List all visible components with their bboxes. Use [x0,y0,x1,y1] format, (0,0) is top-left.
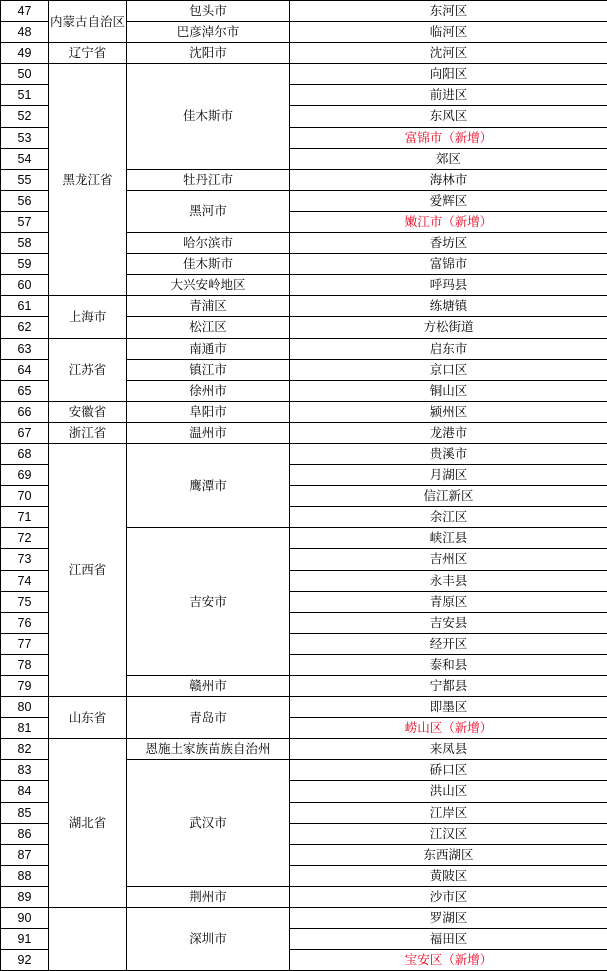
row-number: 60 [1,275,49,296]
province-cell: 湖北省 [49,739,127,908]
district-cell: 福田区 [290,929,607,950]
row-number: 81 [1,718,49,739]
district-cell: 黄陂区 [290,865,607,886]
province-cell: 江西省 [49,443,127,696]
row-number: 48 [1,22,49,43]
row-number: 83 [1,760,49,781]
row-number: 52 [1,106,49,127]
row-number: 57 [1,211,49,232]
row-number: 58 [1,233,49,254]
row-number: 61 [1,296,49,317]
district-cell: 洪山区 [290,781,607,802]
row-number: 80 [1,697,49,718]
district-cell: 郊区 [290,148,607,169]
row-number: 63 [1,338,49,359]
city-cell: 恩施土家族苗族自治州 [127,739,290,760]
district-cell: 东河区 [290,1,607,22]
row-number: 59 [1,254,49,275]
table-row [1,338,607,359]
new-badge: （新增） [442,131,492,145]
district-cell: 临河区 [290,22,607,43]
row-number: 74 [1,570,49,591]
city-cell: 南通市 [127,338,290,359]
row-number: 70 [1,486,49,507]
district-cell: 硚口区 [290,760,607,781]
district-cell: 京口区 [290,359,607,380]
district-cell: 江岸区 [290,802,607,823]
district-cell: 香坊区 [290,233,607,254]
row-number: 49 [1,43,49,64]
district-cell [290,950,607,971]
row-number: 77 [1,633,49,654]
city-cell: 武汉市 [127,760,290,887]
district-cell: 经开区 [290,633,607,654]
row-number: 85 [1,802,49,823]
province-cell: 内蒙古自治区 [49,1,127,43]
table-row [1,422,607,443]
table-body [1,1,607,971]
district-cell: 信江新区 [290,486,607,507]
city-cell: 松江区 [127,317,290,338]
row-number: 56 [1,190,49,211]
row-number: 55 [1,169,49,190]
province-cell: 浙江省 [49,422,127,443]
table-row [1,739,607,760]
new-badge: （新增） [442,953,492,967]
row-number: 89 [1,886,49,907]
row-number: 78 [1,654,49,675]
district-cell: 吉安县 [290,612,607,633]
row-number: 86 [1,823,49,844]
city-cell: 佳木斯市 [127,64,290,169]
district-cell [290,211,607,232]
city-cell: 牡丹江市 [127,169,290,190]
district-cell: 罗湖区 [290,908,607,929]
district-cell [290,127,607,148]
city-cell: 青浦区 [127,296,290,317]
table-row [1,401,607,422]
row-number: 62 [1,317,49,338]
city-cell: 阜阳市 [127,401,290,422]
city-cell: 吉安市 [127,528,290,676]
city-cell: 赣州市 [127,676,290,697]
district-cell [290,718,607,739]
row-number: 71 [1,507,49,528]
district-name-new: 富锦市 [405,128,443,148]
row-number: 64 [1,359,49,380]
province-cell: 辽宁省 [49,43,127,64]
row-number: 76 [1,612,49,633]
new-badge: （新增） [442,721,492,735]
table-row [1,697,607,718]
row-number: 82 [1,739,49,760]
district-name-new: 崂山区 [405,718,443,738]
province-cell [49,908,127,971]
district-cell: 宁都县 [290,676,607,697]
city-cell: 深圳市 [127,908,290,971]
city-cell: 荆州市 [127,886,290,907]
table-row [1,443,607,464]
district-cell: 富锦市 [290,254,607,275]
district-cell: 贵溪市 [290,443,607,464]
row-number: 51 [1,85,49,106]
district-cell: 青原区 [290,591,607,612]
row-number: 91 [1,929,49,950]
row-number: 88 [1,865,49,886]
table-row [1,43,607,64]
row-number: 53 [1,127,49,148]
row-number: 87 [1,844,49,865]
district-cell: 来凤县 [290,739,607,760]
row-number: 54 [1,148,49,169]
row-number: 75 [1,591,49,612]
row-number: 69 [1,465,49,486]
row-number: 90 [1,908,49,929]
district-cell: 东西湖区 [290,844,607,865]
district-cell: 吉州区 [290,549,607,570]
district-cell: 爱辉区 [290,190,607,211]
row-number: 79 [1,676,49,697]
province-cell: 黑龙江省 [49,64,127,296]
district-name-new: 嫩江市 [405,212,443,232]
city-cell: 沈阳市 [127,43,290,64]
city-cell: 鹰潭市 [127,443,290,527]
district-cell: 永丰县 [290,570,607,591]
province-cell: 安徽省 [49,401,127,422]
district-cell: 沙市区 [290,886,607,907]
table-row [1,908,607,929]
row-number: 73 [1,549,49,570]
city-cell: 包头市 [127,1,290,22]
district-cell: 泰和县 [290,654,607,675]
row-number: 65 [1,380,49,401]
city-cell: 徐州市 [127,380,290,401]
district-cell: 启东市 [290,338,607,359]
table-row [1,296,607,317]
city-cell: 佳木斯市 [127,254,290,275]
district-cell: 前进区 [290,85,607,106]
city-cell: 温州市 [127,422,290,443]
district-name-new: 宝安区 [405,950,443,970]
district-cell: 海林市 [290,169,607,190]
province-cell: 上海市 [49,296,127,338]
row-number: 92 [1,950,49,971]
district-cell: 江汉区 [290,823,607,844]
row-number: 72 [1,528,49,549]
district-cell: 即墨区 [290,697,607,718]
district-cell: 练塘镇 [290,296,607,317]
city-cell: 黑河市 [127,190,290,232]
city-cell: 青岛市 [127,697,290,739]
district-cell: 峡江县 [290,528,607,549]
province-cell: 山东省 [49,697,127,739]
district-cell: 方松街道 [290,317,607,338]
table-row [1,64,607,85]
district-cell: 颍州区 [290,401,607,422]
district-cell: 龙港市 [290,422,607,443]
row-number: 50 [1,64,49,85]
row-number: 47 [1,1,49,22]
city-cell: 大兴安岭地区 [127,275,290,296]
city-cell: 哈尔滨市 [127,233,290,254]
city-cell: 巴彦淖尔市 [127,22,290,43]
district-cell: 余江区 [290,507,607,528]
row-number: 67 [1,422,49,443]
table-row [1,1,607,22]
new-badge: （新增） [442,215,492,229]
row-number: 84 [1,781,49,802]
district-cell: 东风区 [290,106,607,127]
row-number: 66 [1,401,49,422]
city-cell: 镇江市 [127,359,290,380]
district-cell: 铜山区 [290,380,607,401]
district-cell: 呼玛县 [290,275,607,296]
district-cell: 沈河区 [290,43,607,64]
district-cell: 月湖区 [290,465,607,486]
province-cell: 江苏省 [49,338,127,401]
row-number: 68 [1,443,49,464]
district-cell: 向阳区 [290,64,607,85]
